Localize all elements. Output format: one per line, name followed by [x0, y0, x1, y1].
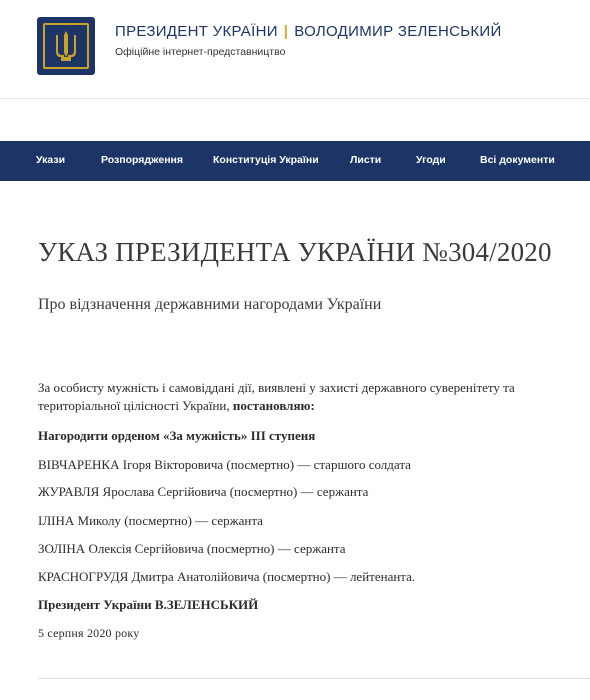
recipient-details: Дмитра Анатолійовича (посмертно) — лейтенанта. [128, 569, 416, 584]
list-item [38, 457, 411, 473]
recipient-details: Олексія Сергійовича (посмертно) — сержанта [85, 541, 346, 556]
intro-line-2 [38, 398, 315, 414]
document-subtitle: Про відзначення державними нагородами України [38, 296, 382, 313]
nav-item-all-documents[interactable]: Всі документи [480, 154, 555, 166]
award-line: Нагородити орденом «За мужність» III ступеня [38, 428, 316, 443]
intro-line-2-text: територіальної цілісності України, [38, 398, 233, 413]
logo-frame [43, 23, 89, 69]
title-separator: | [283, 23, 289, 40]
recipient-surname: ВІВЧАРЕНКА [38, 457, 120, 472]
trident-emblem-icon [53, 29, 79, 63]
site-logo[interactable] [37, 17, 95, 75]
list-item [38, 541, 346, 557]
recipient-surname: КРАСНОГРУДЯ [38, 569, 129, 584]
page-title: УКАЗ ПРЕЗИДЕНТА УКРАЇНИ №304/2020 [38, 237, 552, 267]
intro-line-1: За особисту мужність і самовіддані дії, виявлені у захисті державного суверенітету та [38, 380, 515, 395]
site-title[interactable] [115, 23, 502, 40]
site-title-name: ВОЛОДИМИР ЗЕЛЕНСЬКИЙ [294, 23, 502, 40]
footer-divider [38, 678, 590, 679]
intro-colon: : [310, 398, 315, 413]
intro-resolve-word: постановляю [232, 398, 311, 413]
nav-item-decrees[interactable]: Укази [36, 154, 66, 166]
recipient-surname: ІЛІНА [38, 513, 75, 528]
recipient-surname: ЗОЛІНА [38, 541, 86, 556]
site-title-president: ПРЕЗИДЕНТ УКРАЇНИ [115, 23, 278, 40]
recipient-surname: ЖУРАВЛЯ [38, 484, 100, 499]
list-item [38, 569, 415, 585]
signature: Президент України В.ЗЕЛЕНСЬКИЙ [38, 597, 259, 612]
recipient-details: Ігоря Вікторовича (посмертно) — старшого солдата [119, 457, 411, 472]
site-subtitle: Офіційне інтернет-представництво [115, 46, 286, 58]
recipient-details: Миколу (посмертно) — сержанта [74, 513, 263, 528]
nav-item-orders[interactable]: Розпорядження [101, 154, 184, 166]
header-divider [0, 98, 590, 99]
site-header [0, 0, 590, 98]
nav-item-letters[interactable]: Листи [350, 154, 382, 166]
list-item [38, 513, 263, 529]
recipient-details: Ярослава Сергійовича (посмертно) — сержанта [99, 484, 369, 499]
document-date: 5 серпня 2020 року [38, 626, 140, 640]
nav-item-constitution[interactable]: Конституція України [213, 154, 319, 166]
main-nav [0, 141, 590, 181]
list-item [38, 484, 368, 500]
nav-item-agreements[interactable]: Угоди [416, 154, 446, 166]
